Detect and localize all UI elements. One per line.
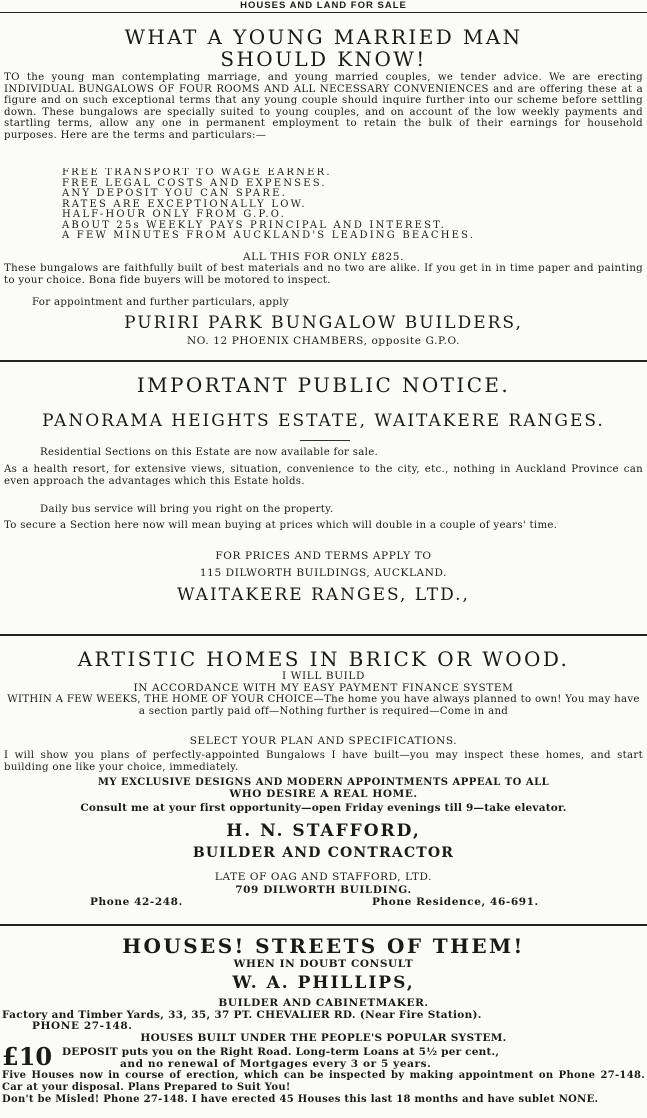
- divider: [0, 924, 647, 926]
- ad1-address: NO. 12 PHOENIX CHAMBERS, opposite G.P.O.: [186, 335, 461, 347]
- ad4-deposit-2: and no renewal of Mortgages every 3 or 5 years.: [120, 1058, 432, 1070]
- ad4-headline: HOUSES! STREETS OF THEM!: [122, 935, 525, 957]
- ad2-paragraph-1: Residential Sections on this Estate are now available for sale.: [40, 447, 379, 458]
- ad1-builder-name: PURIRI PARK BUNGALOW BUILDERS,: [124, 314, 523, 333]
- ad2-paragraph-3: Daily bus service will bring you right on the property.: [40, 504, 334, 515]
- ad1-price: ALL THIS FOR ONLY £825.: [242, 251, 405, 263]
- section-title: HOUSES AND LAND FOR SALE: [240, 0, 407, 11]
- ad3-exclusive-2: WHO DESIRE A REAL HOME.: [229, 788, 418, 800]
- ad1-term: HALF-HOUR ONLY FROM G.P.O.: [62, 209, 287, 220]
- ad4-factory: Factory and Timber Yards, 33, 35, 37 PT. CHEVALIER RD. (Near Fire Station).: [2, 1009, 482, 1021]
- ad3-building: 709 DILWORTH BUILDING.: [235, 884, 412, 896]
- ad3-phone-residence: Phone Residence, 46-691.: [372, 896, 539, 908]
- ad2-headline: IMPORTANT PUBLIC NOTICE.: [136, 374, 511, 396]
- ad3-builder-title: BUILDER AND CONTRACTOR: [192, 845, 455, 861]
- ad3-show: I will show you plans of perfectly-appointed Bungalows I have built—you may inspect these homes, and start building one like your choice, immediately.: [4, 750, 643, 773]
- ad4-misled: Don't be Misled! Phone 27-148. I have erected 45 Houses this last 18 months and have sublet NONE.: [2, 1094, 599, 1105]
- ad1-intro: TO the young man contemplating marriage, and young married couples, we tender advice. We are erecting INDIVIDUAL BUNGALOWS OF FOUR ROOMS AND ALL NECESSARY CONVENIENCES and are offering these at a figure and on such exceptional terms that any young couple should inquire further into our scheme before settling down. These bungalows are specially suited to young couples, and on account of the low weekly payments and startling terms, allow any one in permanent employment to retain the bulk of their earnings for household purposes. Here are the terms and particulars:—: [4, 72, 643, 141]
- ad4-deposit-1: DEPOSIT puts you on the Right Road. Long-term Loans at 5½ per cent.,: [62, 1046, 500, 1058]
- ad3-exclusive-1: MY EXCLUSIVE DESIGNS AND MODERN APPOINTMENTS APPEAL TO ALL: [97, 777, 550, 788]
- ad1-term: ABOUT 25s WEEKLY PAYS PRINCIPAL AND INTEREST.: [62, 219, 446, 231]
- ad3-headline: ARTISTIC HOMES IN BRICK OR WOOD.: [77, 648, 570, 670]
- ad3-line-1: IN ACCORDANCE WITH MY EASY PAYMENT FINANCE SYSTEM: [133, 682, 514, 694]
- ad1-term: RATES ARE EXCEPTIONALLY LOW.: [62, 198, 307, 210]
- divider: [0, 360, 647, 362]
- ad1-term: FREE TRANSPORT TO WAGE EARNER.: [62, 168, 332, 178]
- ad1-terms-list: [62, 168, 622, 242]
- ad4-builder-name: W. A. PHILLIPS,: [232, 974, 415, 993]
- ad3-line-2: WITHIN A FEW WEEKS, THE HOME OF YOUR CHOICE—The home you have always planned to own! You may have a section partly paid off—Nothing further is required—Come in and: [7, 694, 640, 717]
- ad3-consult: Consult me at your first opportunity—open Friday evenings till 9—take elevator.: [80, 802, 567, 814]
- ad4-builder-title: BUILDER AND CABINETMAKER.: [218, 997, 429, 1009]
- ad2-company: WAITAKERE RANGES, LTD.,: [177, 586, 470, 605]
- ad3-select: SELECT YOUR PLAN AND SPECIFICATIONS.: [189, 735, 458, 747]
- ad4-phone: PHONE 27-148.: [32, 1020, 133, 1032]
- ad3-will-build: I WILL BUILD: [281, 670, 365, 682]
- ad4-five-houses: Five Houses now in course of erection, which can be inspected by making appointment on Phone 27-148. Car at your disposal. Plans Prepared to Suit You!: [2, 1070, 645, 1093]
- ad1-term: A FEW MINUTES FROM AUCKLAND'S LEADING BEACHES.: [62, 230, 476, 241]
- ad2-estate-name: PANORAMA HEIGHTS ESTATE, WAITAKERE RANGES.: [42, 412, 605, 431]
- ad2-paragraph-2: As a health resort, for extensive views, situation, convenience to the city, etc., nothing in Auckland Province can even approach the advantages which this Estate holds.: [4, 464, 643, 487]
- ad4-system: HOUSES BUILT UNDER THE PEOPLE'S POPULAR SYSTEM.: [140, 1032, 507, 1044]
- ad2-paragraph-4: To secure a Section here now will mean buying at prices which will double in a couple of years' time.: [4, 520, 558, 531]
- section-header: [0, 0, 647, 13]
- ad1-body: These bungalows are faithfully built of best materials and no two are alike. If you get in in time paper and painting to your choice. Bona fide buyers will be motored to inspect.: [4, 263, 643, 286]
- ad3-builder-name: H. N. STAFFORD,: [226, 822, 421, 841]
- ad2-apply-line-2: 115 DILWORTH BUILDINGS, AUCKLAND.: [199, 567, 448, 579]
- short-divider: [300, 440, 350, 441]
- ad3-late-of: LATE OF OAG AND STAFFORD, LTD.: [214, 871, 433, 883]
- ad1-term: ANY DEPOSIT YOU CAN SPARE.: [62, 188, 287, 199]
- ad1-headline-2: SHOULD KNOW!: [220, 48, 427, 70]
- ad1-appointment: For appointment and further particulars, apply: [32, 297, 289, 308]
- ad4-when-in-doubt: WHEN IN DOUBT CONSULT: [233, 958, 414, 970]
- ad2-apply-line-1: FOR PRICES AND TERMS APPLY TO: [215, 550, 432, 562]
- ad1-term: FREE LEGAL COSTS AND EXPENSES.: [62, 177, 327, 189]
- divider: [0, 634, 647, 636]
- ad4-ten-pounds: £10: [2, 1043, 52, 1071]
- ad3-phone: Phone 42-248.: [90, 896, 183, 908]
- ad1-headline-1: WHAT A YOUNG MARRIED MAN: [124, 26, 523, 48]
